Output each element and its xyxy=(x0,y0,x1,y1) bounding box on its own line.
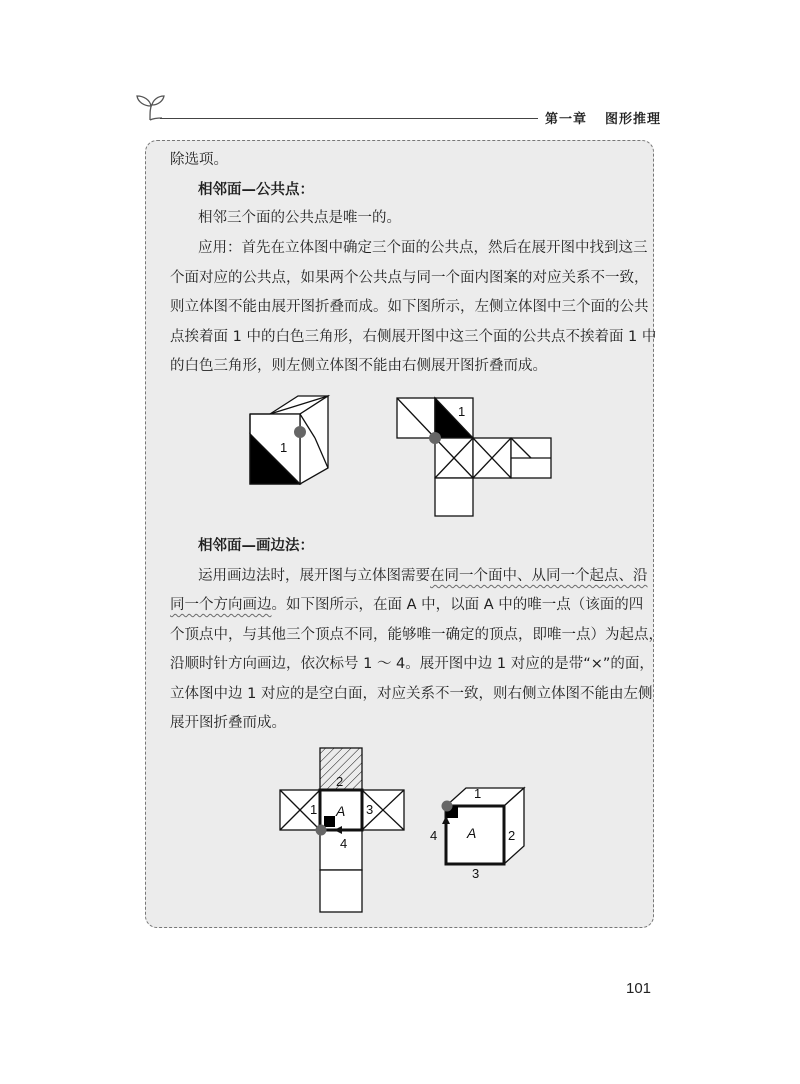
face-label: 1 xyxy=(280,440,288,455)
net-edge-label: 3 xyxy=(366,802,374,817)
net-face-label: A xyxy=(336,803,346,819)
body-line: 点挨着面 1 中的白色三角形，右侧展开图中这三个面的公共点不挨着面 1 中 xyxy=(170,329,657,345)
page-number: 101 xyxy=(626,980,652,997)
common-point-marker xyxy=(429,432,441,444)
chapter-number: 第一章 xyxy=(545,112,588,127)
chapter-title: 图形推理 xyxy=(605,112,662,127)
section-heading-draw-edges: 相邻面—画边法： xyxy=(198,538,314,554)
chapter-heading xyxy=(545,108,661,127)
cube-right xyxy=(446,788,524,864)
cube-face-label: A xyxy=(467,825,477,841)
net-right xyxy=(397,398,551,516)
net-edge-label: 1 xyxy=(310,802,318,817)
start-point-marker xyxy=(316,825,327,836)
face-label: 1 xyxy=(458,404,466,419)
body-line: 立体图中边 1 对应的是空白面，对应关系不一致，则右侧立体图不能由左侧 xyxy=(170,686,653,702)
cube-left xyxy=(250,396,328,484)
figure-common-point xyxy=(240,388,570,520)
body-line: 展开图折叠而成。 xyxy=(170,715,286,731)
figure-draw-edges xyxy=(270,744,540,916)
body-line: 沿顺时针方向画边，依次标号 1 ～ 4。展开图中边 1 对应的是带“×”的面， xyxy=(170,656,654,672)
cube-edge-label: 4 xyxy=(430,828,438,843)
cube-edge-label: 3 xyxy=(472,866,480,881)
net-edge-label: 2 xyxy=(336,774,344,789)
cube-edge-label: 1 xyxy=(474,786,482,801)
section-heading-common-point: 相邻面—公共点： xyxy=(198,182,314,198)
body-line: 个顶点中，与其他三个顶点不同，能够唯一确定的顶点，即唯一点）为起点， xyxy=(170,627,663,643)
body-line: 运用画边法时，展开图与立体图需要在同一个面中、从同一个起点、沿 xyxy=(198,568,648,584)
body-line: 的白色三角形，则左侧立体图不能由右侧展开图折叠而成。 xyxy=(170,358,547,374)
body-line: 则立体图不能由展开图折叠而成。如下图所示，左侧立体图中三个面的公共 xyxy=(170,299,649,315)
body-line: 相邻三个面的公共点是唯一的。 xyxy=(198,210,401,226)
cube-edge-label: 2 xyxy=(508,828,516,843)
body-line: 个面对应的公共点，如果两个公共点与同一个面内图案的对应关系不一致， xyxy=(170,270,649,286)
net-edge-label: 4 xyxy=(340,836,348,851)
start-point-marker xyxy=(442,801,453,812)
body-line: 除选项。 xyxy=(170,152,228,168)
page-header xyxy=(0,0,800,140)
common-point-marker xyxy=(294,426,306,438)
body-line: 应用：首先在立体图中确定三个面的公共点，然后在展开图中找到这三 xyxy=(198,240,648,256)
body-line: 同一个方向画边。如下图所示，在面 A 中，以面 A 中的唯一点（该面的四 xyxy=(170,597,644,613)
header-rule xyxy=(160,118,538,119)
